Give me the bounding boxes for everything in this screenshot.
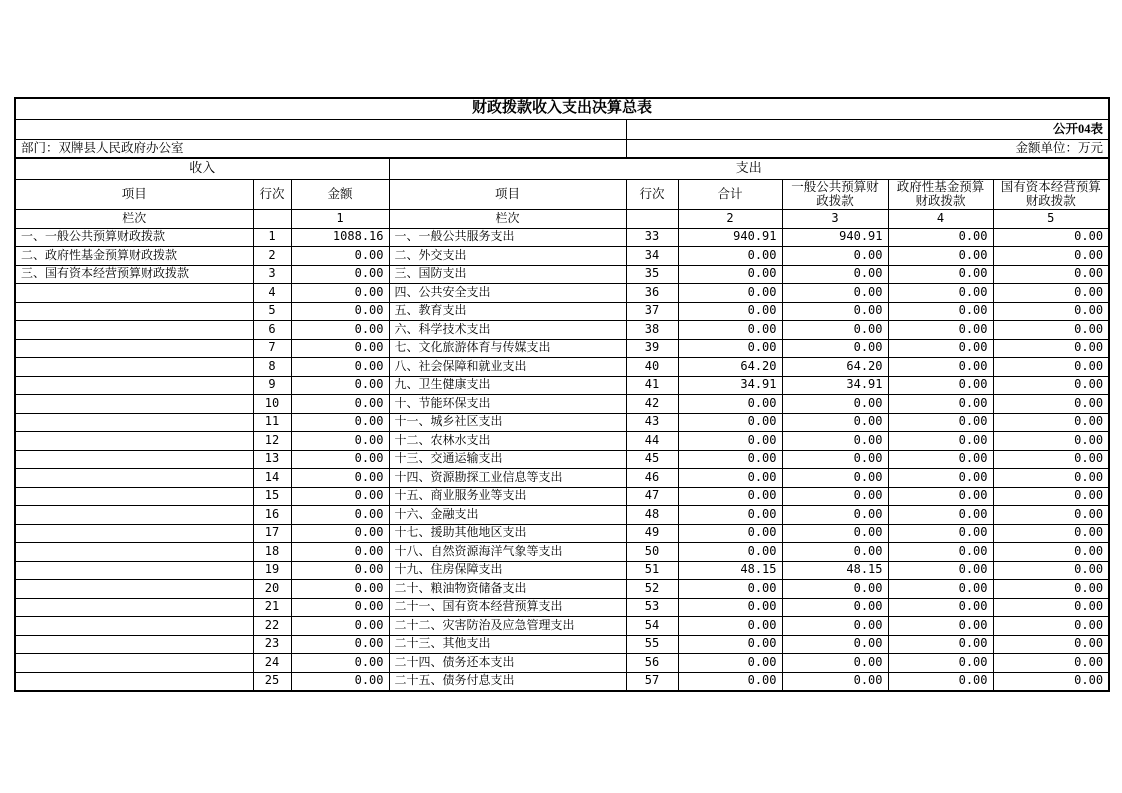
- title-row: [15, 98, 1109, 119]
- expense-govfund-index: 4: [888, 209, 993, 228]
- expense-statecap-cell: 0.00: [993, 506, 1109, 525]
- expense-statecap-cell: 0.00: [993, 321, 1109, 340]
- expense-total-cell: 0.00: [678, 469, 782, 488]
- expense-item-cell: 十七、援助其他地区支出: [389, 524, 626, 543]
- expense-statecap-cell: 0.00: [993, 469, 1109, 488]
- income-item-cell: [15, 561, 253, 580]
- expense-line-cell: 54: [626, 617, 678, 636]
- income-amount-cell: 0.00: [291, 376, 389, 395]
- expense-total-cell: 0.00: [678, 265, 782, 284]
- income-item-cell: [15, 284, 253, 303]
- expense-line-cell: 50: [626, 543, 678, 562]
- expense-item-cell: 二、外交支出: [389, 247, 626, 266]
- income-item-cell: [15, 524, 253, 543]
- expense-statecap-cell: 0.00: [993, 228, 1109, 247]
- expense-statecap-cell: 0.00: [993, 284, 1109, 303]
- table-row: [15, 228, 1109, 247]
- income-line-cell: 7: [253, 339, 291, 358]
- income-line-cell: 1: [253, 228, 291, 247]
- expense-general-index: 3: [782, 209, 888, 228]
- income-line-cell: 17: [253, 524, 291, 543]
- expense-total-cell: 0.00: [678, 413, 782, 432]
- table-row: [15, 524, 1109, 543]
- expense-total-cell: 0.00: [678, 395, 782, 414]
- income-line-cell: 21: [253, 598, 291, 617]
- expense-line-cell: 39: [626, 339, 678, 358]
- expense-item-cell: 十三、交通运输支出: [389, 450, 626, 469]
- column-header-row: [15, 179, 1109, 209]
- income-amount-cell: 0.00: [291, 561, 389, 580]
- expense-statecap-cell: 0.00: [993, 358, 1109, 377]
- expense-line-header: 行次: [626, 179, 678, 209]
- table-row: [15, 339, 1109, 358]
- expense-govfund-cell: 0.00: [888, 506, 993, 525]
- income-amount-cell: 0.00: [291, 432, 389, 451]
- expense-govfund-cell: 0.00: [888, 598, 993, 617]
- code-row: [15, 119, 1109, 139]
- income-item-cell: [15, 543, 253, 562]
- income-item-cell: [15, 395, 253, 414]
- expense-total-cell: 0.00: [678, 432, 782, 451]
- expense-general-cell: 0.00: [782, 580, 888, 599]
- expense-statecap-cell: 0.00: [993, 617, 1109, 636]
- expense-govfund-cell: 0.00: [888, 561, 993, 580]
- table-row: [15, 358, 1109, 377]
- table-row: [15, 487, 1109, 506]
- expense-item-cell: 十八、自然资源海洋气象等支出: [389, 543, 626, 562]
- expense-statecap-index: 5: [993, 209, 1109, 228]
- expense-item-cell: 二十二、灾害防治及应急管理支出: [389, 617, 626, 636]
- income-item-cell: [15, 339, 253, 358]
- table-row: [15, 617, 1109, 636]
- expense-general-cell: 0.00: [782, 432, 888, 451]
- expense-item-cell: 二十、粮油物资储备支出: [389, 580, 626, 599]
- income-amount-cell: 0.00: [291, 580, 389, 599]
- income-item-cell: [15, 450, 253, 469]
- expense-item-cell: 六、科学技术支出: [389, 321, 626, 340]
- expense-total-cell: 0.00: [678, 321, 782, 340]
- income-amount-cell: 0.00: [291, 524, 389, 543]
- income-item-header: 项目: [15, 179, 253, 209]
- expense-govfund-cell: 0.00: [888, 228, 993, 247]
- income-section-header: 收入: [15, 158, 389, 179]
- expense-item-cell: 十六、金融支出: [389, 506, 626, 525]
- income-line-cell: 14: [253, 469, 291, 488]
- income-item-cell: [15, 321, 253, 340]
- income-item-cell: [15, 654, 253, 673]
- expense-govfund-cell: 0.00: [888, 395, 993, 414]
- expense-item-cell: 四、公共安全支出: [389, 284, 626, 303]
- income-amount-cell: 0.00: [291, 487, 389, 506]
- section-row: [15, 158, 1109, 179]
- table-row: [15, 395, 1109, 414]
- expense-govfund-cell: 0.00: [888, 654, 993, 673]
- expense-govfund-cell: 0.00: [888, 469, 993, 488]
- expense-total-header: 合计: [678, 179, 782, 209]
- expense-statecap-cell: 0.00: [993, 247, 1109, 266]
- income-line-cell: 12: [253, 432, 291, 451]
- expense-line-cell: 46: [626, 469, 678, 488]
- table-row: [15, 376, 1109, 395]
- income-line-cell: 20: [253, 580, 291, 599]
- income-line-cell: 13: [253, 450, 291, 469]
- expense-total-cell: 0.00: [678, 580, 782, 599]
- expense-line-cell: 53: [626, 598, 678, 617]
- expense-item-cell: 二十三、其他支出: [389, 635, 626, 654]
- expense-line-index-cell: [626, 209, 678, 228]
- expense-govfund-cell: 0.00: [888, 524, 993, 543]
- income-line-cell: 3: [253, 265, 291, 284]
- income-amount-cell: 0.00: [291, 543, 389, 562]
- expense-item-cell: 八、社会保障和就业支出: [389, 358, 626, 377]
- expense-govfund-cell: 0.00: [888, 302, 993, 321]
- expense-item-cell: 一、一般公共服务支出: [389, 228, 626, 247]
- table-row: [15, 321, 1109, 340]
- expense-govfund-cell: 0.00: [888, 635, 993, 654]
- expense-total-cell: 0.00: [678, 598, 782, 617]
- expense-statecap-cell: 0.00: [993, 598, 1109, 617]
- expense-line-cell: 33: [626, 228, 678, 247]
- expense-general-cell: 0.00: [782, 672, 888, 691]
- income-line-cell: 16: [253, 506, 291, 525]
- expense-total-cell: 0.00: [678, 339, 782, 358]
- income-item-cell: 一、一般公共预算财政拨款: [15, 228, 253, 247]
- income-line-cell: 4: [253, 284, 291, 303]
- income-amount-cell: 0.00: [291, 598, 389, 617]
- table-row: [15, 654, 1109, 673]
- income-line-index-cell: [253, 209, 291, 228]
- expense-govfund-cell: 0.00: [888, 672, 993, 691]
- expense-general-header: 一般公共预算财政拨款: [782, 179, 888, 209]
- fin-table: [14, 97, 1110, 692]
- dept-row: [15, 139, 1109, 158]
- expense-line-cell: 47: [626, 487, 678, 506]
- income-line-cell: 19: [253, 561, 291, 580]
- income-line-cell: 22: [253, 617, 291, 636]
- income-amount-cell: 0.00: [291, 358, 389, 377]
- income-line-cell: 18: [253, 543, 291, 562]
- expense-statecap-cell: 0.00: [993, 561, 1109, 580]
- income-amount-cell: 0.00: [291, 284, 389, 303]
- expense-line-cell: 36: [626, 284, 678, 303]
- expense-item-cell: 十九、住房保障支出: [389, 561, 626, 580]
- income-amount-cell: 0.00: [291, 672, 389, 691]
- income-amount-cell: 0.00: [291, 635, 389, 654]
- table-row: [15, 432, 1109, 451]
- unit-label: 金额单位：万元: [626, 139, 1109, 158]
- expense-line-cell: 49: [626, 524, 678, 543]
- income-amount-cell: 0.00: [291, 654, 389, 673]
- table-row: [15, 598, 1109, 617]
- income-line-cell: 10: [253, 395, 291, 414]
- income-amount-cell: 0.00: [291, 413, 389, 432]
- income-line-cell: 6: [253, 321, 291, 340]
- income-line-cell: 24: [253, 654, 291, 673]
- expense-line-cell: 43: [626, 413, 678, 432]
- expense-general-cell: 0.00: [782, 284, 888, 303]
- income-item-cell: 三、国有资本经营预算财政拨款: [15, 265, 253, 284]
- expense-total-cell: 0.00: [678, 524, 782, 543]
- income-line-cell: 23: [253, 635, 291, 654]
- expense-general-cell: 0.00: [782, 469, 888, 488]
- expense-govfund-cell: 0.00: [888, 265, 993, 284]
- expense-index-label: 栏次: [389, 209, 626, 228]
- table-code: 公开04表: [626, 119, 1109, 139]
- income-index-label: 栏次: [15, 209, 253, 228]
- table-row: [15, 543, 1109, 562]
- expense-statecap-cell: 0.00: [993, 302, 1109, 321]
- expense-general-cell: 0.00: [782, 395, 888, 414]
- expense-govfund-cell: 0.00: [888, 617, 993, 636]
- expense-item-header: 项目: [389, 179, 626, 209]
- expense-statecap-cell: 0.00: [993, 487, 1109, 506]
- expense-item-cell: 十五、商业服务业等支出: [389, 487, 626, 506]
- income-line-cell: 5: [253, 302, 291, 321]
- table-row: [15, 469, 1109, 488]
- income-item-cell: [15, 432, 253, 451]
- income-item-cell: [15, 376, 253, 395]
- income-line-cell: 25: [253, 672, 291, 691]
- income-item-cell: [15, 672, 253, 691]
- income-item-cell: [15, 580, 253, 599]
- expense-line-cell: 57: [626, 672, 678, 691]
- expense-statecap-cell: 0.00: [993, 339, 1109, 358]
- income-amount-cell: 0.00: [291, 506, 389, 525]
- table-row: [15, 450, 1109, 469]
- income-line-cell: 9: [253, 376, 291, 395]
- income-item-cell: 二、政府性基金预算财政拨款: [15, 247, 253, 266]
- expense-general-cell: 0.00: [782, 265, 888, 284]
- expense-total-cell: 0.00: [678, 487, 782, 506]
- income-amount-cell: 0.00: [291, 617, 389, 636]
- expense-total-cell: 64.20: [678, 358, 782, 377]
- expense-govfund-cell: 0.00: [888, 376, 993, 395]
- expense-total-cell: 48.15: [678, 561, 782, 580]
- expense-general-cell: 0.00: [782, 247, 888, 266]
- expense-total-cell: 940.91: [678, 228, 782, 247]
- expense-statecap-header: 国有资本经营预算财政拨款: [993, 179, 1109, 209]
- expense-item-cell: 二十四、债务还本支出: [389, 654, 626, 673]
- expense-statecap-cell: 0.00: [993, 543, 1109, 562]
- expense-line-cell: 52: [626, 580, 678, 599]
- expense-line-cell: 48: [626, 506, 678, 525]
- expense-govfund-cell: 0.00: [888, 432, 993, 451]
- page-title: 财政拨款收入支出决算总表: [15, 98, 1109, 119]
- expense-total-cell: 0.00: [678, 302, 782, 321]
- expense-general-cell: 0.00: [782, 598, 888, 617]
- expense-general-cell: 0.00: [782, 413, 888, 432]
- expense-statecap-cell: 0.00: [993, 580, 1109, 599]
- expense-statecap-cell: 0.00: [993, 635, 1109, 654]
- expense-general-cell: 34.91: [782, 376, 888, 395]
- expense-general-cell: 0.00: [782, 450, 888, 469]
- expense-line-cell: 56: [626, 654, 678, 673]
- expense-item-cell: 七、文化旅游体育与传媒支出: [389, 339, 626, 358]
- expense-general-cell: 0.00: [782, 339, 888, 358]
- expense-govfund-header: 政府性基金预算财政拨款: [888, 179, 993, 209]
- expense-total-cell: 0.00: [678, 543, 782, 562]
- expense-statecap-cell: 0.00: [993, 265, 1109, 284]
- income-amount-index: 1: [291, 209, 389, 228]
- income-line-cell: 11: [253, 413, 291, 432]
- income-amount-cell: 0.00: [291, 395, 389, 414]
- expense-item-cell: 十二、农林水支出: [389, 432, 626, 451]
- expense-line-cell: 35: [626, 265, 678, 284]
- expense-total-cell: 0.00: [678, 284, 782, 303]
- expense-item-cell: 十一、城乡社区支出: [389, 413, 626, 432]
- income-line-cell: 8: [253, 358, 291, 377]
- expense-govfund-cell: 0.00: [888, 413, 993, 432]
- expense-general-cell: 48.15: [782, 561, 888, 580]
- income-amount-cell: 0.00: [291, 302, 389, 321]
- income-item-cell: [15, 302, 253, 321]
- expense-item-cell: 九、卫生健康支出: [389, 376, 626, 395]
- table-body: [15, 228, 1109, 691]
- expense-line-cell: 40: [626, 358, 678, 377]
- table-row: [15, 635, 1109, 654]
- expense-total-cell: 0.00: [678, 672, 782, 691]
- expense-general-cell: 0.00: [782, 321, 888, 340]
- income-item-cell: [15, 469, 253, 488]
- income-item-cell: [15, 617, 253, 636]
- expense-statecap-cell: 0.00: [993, 524, 1109, 543]
- column-index-row: [15, 209, 1109, 228]
- expense-total-index: 2: [678, 209, 782, 228]
- expense-item-cell: 二十五、债务付息支出: [389, 672, 626, 691]
- income-amount-cell: 1088.16: [291, 228, 389, 247]
- expense-item-cell: 十四、资源勘探工业信息等支出: [389, 469, 626, 488]
- income-item-cell: [15, 413, 253, 432]
- expense-statecap-cell: 0.00: [993, 654, 1109, 673]
- income-line-cell: 15: [253, 487, 291, 506]
- table-row: [15, 672, 1109, 691]
- expense-govfund-cell: 0.00: [888, 580, 993, 599]
- expense-total-cell: 0.00: [678, 450, 782, 469]
- expense-line-cell: 38: [626, 321, 678, 340]
- income-line-cell: 2: [253, 247, 291, 266]
- expense-general-cell: 940.91: [782, 228, 888, 247]
- expense-general-cell: 0.00: [782, 487, 888, 506]
- expense-line-cell: 41: [626, 376, 678, 395]
- income-amount-cell: 0.00: [291, 339, 389, 358]
- expense-statecap-cell: 0.00: [993, 413, 1109, 432]
- table-row: [15, 561, 1109, 580]
- expense-govfund-cell: 0.00: [888, 284, 993, 303]
- expense-govfund-cell: 0.00: [888, 339, 993, 358]
- expense-total-cell: 0.00: [678, 654, 782, 673]
- expense-general-cell: 0.00: [782, 506, 888, 525]
- income-line-header: 行次: [253, 179, 291, 209]
- expense-line-cell: 37: [626, 302, 678, 321]
- expense-total-cell: 0.00: [678, 506, 782, 525]
- expense-line-cell: 42: [626, 395, 678, 414]
- expense-total-cell: 0.00: [678, 617, 782, 636]
- expense-line-cell: 55: [626, 635, 678, 654]
- income-item-cell: [15, 506, 253, 525]
- expense-statecap-cell: 0.00: [993, 450, 1109, 469]
- expense-general-cell: 0.00: [782, 543, 888, 562]
- expense-line-cell: 45: [626, 450, 678, 469]
- expense-total-cell: 34.91: [678, 376, 782, 395]
- table-row: [15, 284, 1109, 303]
- table-row: [15, 506, 1109, 525]
- expense-govfund-cell: 0.00: [888, 321, 993, 340]
- expense-statecap-cell: 0.00: [993, 395, 1109, 414]
- expense-govfund-cell: 0.00: [888, 543, 993, 562]
- expense-statecap-cell: 0.00: [993, 672, 1109, 691]
- expense-general-cell: 0.00: [782, 524, 888, 543]
- income-amount-cell: 0.00: [291, 265, 389, 284]
- expense-govfund-cell: 0.00: [888, 247, 993, 266]
- table-row: [15, 413, 1109, 432]
- expense-line-cell: 34: [626, 247, 678, 266]
- department-label: 部门：双牌县人民政府办公室: [15, 139, 626, 158]
- expense-item-cell: 五、教育支出: [389, 302, 626, 321]
- expense-item-cell: 十、节能环保支出: [389, 395, 626, 414]
- expense-total-cell: 0.00: [678, 247, 782, 266]
- expense-general-cell: 0.00: [782, 302, 888, 321]
- income-item-cell: [15, 635, 253, 654]
- expense-general-cell: 64.20: [782, 358, 888, 377]
- table-row: [15, 265, 1109, 284]
- table-row: [15, 580, 1109, 599]
- table-row: [15, 302, 1109, 321]
- income-amount-cell: 0.00: [291, 450, 389, 469]
- expense-govfund-cell: 0.00: [888, 450, 993, 469]
- income-item-cell: [15, 358, 253, 377]
- expense-section-header: 支出: [389, 158, 1109, 179]
- income-item-cell: [15, 487, 253, 506]
- expense-statecap-cell: 0.00: [993, 432, 1109, 451]
- code-row-left-cell: [15, 119, 626, 139]
- income-amount-cell: 0.00: [291, 321, 389, 340]
- expense-line-cell: 51: [626, 561, 678, 580]
- expense-govfund-cell: 0.00: [888, 358, 993, 377]
- expense-general-cell: 0.00: [782, 635, 888, 654]
- expense-item-cell: 三、国防支出: [389, 265, 626, 284]
- income-amount-cell: 0.00: [291, 469, 389, 488]
- income-amount-cell: 0.00: [291, 247, 389, 266]
- table-row: [15, 247, 1109, 266]
- expense-statecap-cell: 0.00: [993, 376, 1109, 395]
- income-amount-header: 金额: [291, 179, 389, 209]
- expense-general-cell: 0.00: [782, 617, 888, 636]
- income-item-cell: [15, 598, 253, 617]
- expense-general-cell: 0.00: [782, 654, 888, 673]
- expense-item-cell: 二十一、国有资本经营预算支出: [389, 598, 626, 617]
- expense-line-cell: 44: [626, 432, 678, 451]
- expense-govfund-cell: 0.00: [888, 487, 993, 506]
- expense-total-cell: 0.00: [678, 635, 782, 654]
